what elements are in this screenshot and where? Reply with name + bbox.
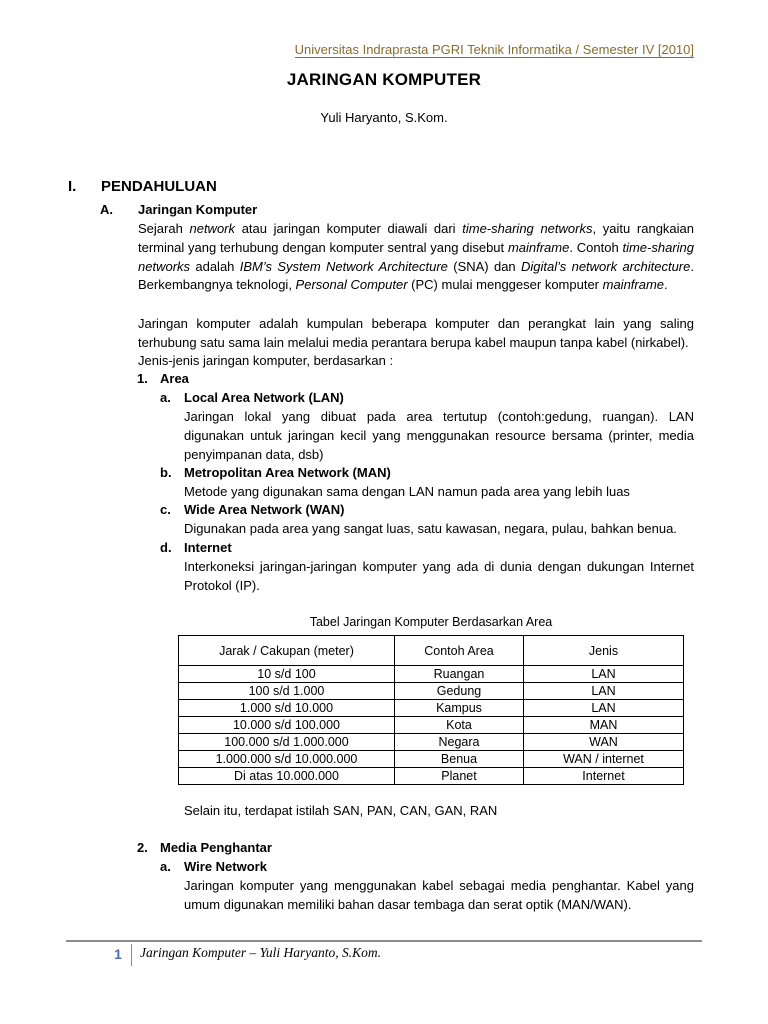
table-cell: Kota xyxy=(395,717,524,734)
table-cell: 10.000 s/d 100.000 xyxy=(179,717,395,734)
list-letter: b. xyxy=(160,465,172,480)
text-run: . Berkembangnya teknologi, xyxy=(138,258,694,293)
table-cell: WAN xyxy=(524,734,684,751)
table-cell: LAN xyxy=(524,700,684,717)
table-cell: 100 s/d 1.000 xyxy=(179,683,395,700)
document-title: JARINGAN KOMPUTER xyxy=(286,70,482,89)
table-row xyxy=(179,700,684,717)
list-item-title-man: Metropolitan Area Network (MAN) xyxy=(184,465,391,480)
subsection-title: Jaringan Komputer xyxy=(138,202,258,217)
footer-rule xyxy=(66,940,702,942)
table-cell: Internet xyxy=(524,768,684,785)
table-row xyxy=(179,751,684,768)
text-run: . xyxy=(664,277,668,293)
history-paragraph xyxy=(138,220,694,295)
table-row xyxy=(179,683,684,700)
table-cell: Planet xyxy=(395,768,524,785)
text-run: atau jaringan komputer diawali dari xyxy=(235,221,463,236)
list-title-media: Media Penghantar xyxy=(160,840,272,855)
section-number: I. xyxy=(68,178,77,195)
italic-term: network xyxy=(189,221,236,236)
footer-text: Jaringan Komputer – Yuli Haryanto, S.Kom. xyxy=(140,945,382,960)
list-letter: a. xyxy=(160,390,171,405)
table-header-cell: Jarak / Cakupan (meter) xyxy=(179,636,395,666)
table-caption: Tabel Jaringan Komputer Berdasarkan Area xyxy=(309,615,553,629)
list-title-area: Area xyxy=(160,371,189,386)
table-row xyxy=(179,734,684,751)
network-area-table xyxy=(178,635,684,785)
text-run: Sejarah xyxy=(138,221,190,236)
list-item-desc-lan: Jaringan lokal yang dibuat pada area tertutup (contoh:gedung, ruangan). LAN digunakan untuk jaringan kecil yang menggunakan resource bersama (printer, media penyimpanan data, dsb) xyxy=(184,409,694,462)
list-letter: d. xyxy=(160,540,172,555)
author-name: Yuli Haryanto, S.Kom. xyxy=(320,110,448,125)
table-cell: 1.000.000 s/d 10.000.000 xyxy=(179,751,395,768)
text-run: (SNA) dan xyxy=(447,258,521,274)
list-item-desc-wire: Jaringan komputer yang menggunakan kabel sebagai media penghantar. Kabel yang umum digunakan memiliki bahan dasar tembaga dan serat optik (MAN/WAN). xyxy=(184,878,694,912)
list-item-desc-internet: Interkoneksi jaringan-jaringan komputer yang ada di dunia dengan dukungan Internet Protokol (IP). xyxy=(184,559,694,593)
italic-term: mainframe xyxy=(602,277,665,293)
list-letter: a. xyxy=(160,859,171,874)
list-item-title-lan: Local Area Network (LAN) xyxy=(184,390,344,405)
table-cell: Kampus xyxy=(395,700,524,717)
table-header-cell: Contoh Area xyxy=(395,636,524,666)
text-run: adalah xyxy=(190,258,240,274)
other-terms-note: Selain itu, terdapat istilah SAN, PAN, CAN, GAN, RAN xyxy=(184,803,498,818)
table-cell: Ruangan xyxy=(395,666,524,683)
table-cell: Negara xyxy=(395,734,524,751)
table-cell: LAN xyxy=(524,683,684,700)
table-cell: 1.000 s/d 10.000 xyxy=(179,700,395,717)
table-cell: MAN xyxy=(524,717,684,734)
table-row xyxy=(179,666,684,683)
italic-term: time-sharing networks xyxy=(138,239,694,274)
table-row xyxy=(179,717,684,734)
table-cell: Benua xyxy=(395,751,524,768)
page-number: 1 xyxy=(114,946,122,962)
section-title: PENDAHULUAN xyxy=(101,178,217,195)
list-letter: c. xyxy=(160,502,171,517)
table-cell: LAN xyxy=(524,666,684,683)
table-cell: WAN / internet xyxy=(524,751,684,768)
text-run: , yaitu rangkaian terminal yang terhubung dengan komputer sentral yang disebut xyxy=(138,221,695,255)
list-number-media: 2. xyxy=(137,840,148,855)
text-run: (PC) mulai menggeser komputer xyxy=(407,277,603,293)
italic-term: IBM’s System Network Architecture xyxy=(239,258,448,274)
italic-term: mainframe xyxy=(507,239,570,255)
types-intro-paragraph: Jenis-jenis jaringan komputer, berdasarkan : xyxy=(138,353,394,368)
subsection-number: A. xyxy=(100,202,113,217)
list-item-desc-man: Metode yang digunakan sama dengan LAN namun pada area yang lebih luas xyxy=(184,484,630,499)
list-item-title-wan: Wide Area Network (WAN) xyxy=(184,502,345,517)
running-header: Universitas Indraprasta PGRI Teknik Informatika / Semester IV [2010] xyxy=(294,42,694,57)
definition-paragraph: Jaringan komputer adalah kumpulan beberapa komputer dan perangkat lain yang saling terhubung satu sama lain melalui media perantara berupa kabel maupun tanpa kabel (nirkabel). xyxy=(138,316,694,350)
table-cell: 100.000 s/d 1.000.000 xyxy=(179,734,395,751)
list-item-title-internet: Internet xyxy=(184,540,232,555)
table-row xyxy=(179,768,684,785)
list-item-desc-wan: Digunakan pada area yang sangat luas, satu kawasan, negara, pulau, bahkan benua. xyxy=(184,521,677,536)
table-cell: Di atas 10.000.000 xyxy=(179,768,395,785)
italic-term: time-sharing networks xyxy=(462,221,593,236)
table-cell: 10 s/d 100 xyxy=(179,666,395,683)
italic-term: Digital’s network architecture xyxy=(520,258,691,274)
table-cell: Gedung xyxy=(395,683,524,700)
text-run: . Contoh xyxy=(569,239,623,255)
italic-term: Personal Computer xyxy=(295,277,408,293)
list-number-area: 1. xyxy=(137,371,148,386)
table-header-cell: Jenis xyxy=(524,636,684,666)
footer-separator xyxy=(131,944,132,966)
list-item-title-wire: Wire Network xyxy=(184,859,267,874)
